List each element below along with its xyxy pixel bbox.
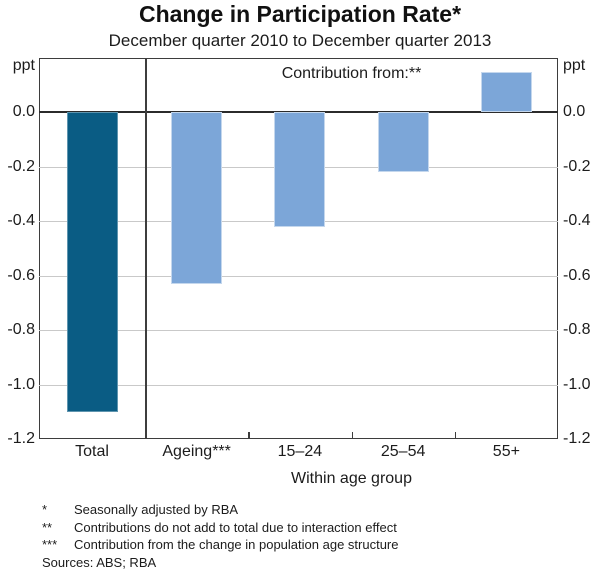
y-tick-label-left: -1.0 — [7, 375, 35, 393]
bar-55-plus — [481, 72, 532, 113]
y-tick-label-right: -0.4 — [563, 212, 591, 230]
sources-line — [42, 554, 398, 572]
y-tick-label-right: -1.0 — [563, 375, 591, 393]
bar-ageing — [171, 112, 222, 283]
y-tick-label-right: -0.2 — [563, 157, 591, 175]
footnote-marker: ** — [42, 519, 53, 535]
footnote-marker: *** — [42, 537, 58, 552]
x-category-label-25-54: 25–54 — [380, 443, 426, 460]
category-tick — [455, 432, 457, 439]
y-axis-unit-right: ppt — [563, 57, 586, 74]
chart-title: Change in Participation Rate* — [138, 1, 462, 27]
footnote-row — [42, 501, 398, 519]
footnote-row — [42, 536, 398, 554]
x-category-label-15-24: 15–24 — [277, 443, 323, 460]
section-divider — [145, 58, 147, 439]
y-tick-label-right: -1.2 — [563, 430, 591, 447]
sources-text: Sources: ABS; RBA — [42, 554, 157, 570]
y-tick-label-right: -0.6 — [563, 266, 591, 284]
footnote-text: Contribution from the change in population age structure — [74, 537, 399, 552]
footnote-text: Seasonally adjusted by RBA — [74, 502, 239, 517]
y-tick-label-left: -0.2 — [7, 157, 35, 175]
category-tick — [352, 432, 354, 439]
footnote-marker: * — [42, 502, 48, 517]
bar-25-54 — [378, 112, 429, 172]
footnote-row — [42, 519, 398, 537]
x-category-label-total: Total — [75, 443, 109, 460]
footnote-text: Contributions do not add to total due to interaction effect — [74, 519, 397, 535]
y-tick-label-left: -0.4 — [7, 212, 35, 230]
y-axis-unit-left: ppt — [12, 57, 35, 74]
x-category-label-55-plus: 55+ — [492, 443, 520, 460]
bar-total — [67, 112, 118, 411]
x-category-label-ageing: Ageing*** — [162, 443, 231, 460]
y-tick-label-left: -1.2 — [7, 430, 35, 447]
y-tick-label-left: -0.6 — [7, 266, 35, 284]
bar-15-24 — [274, 112, 325, 226]
contribution-annotation: Contribution from:** — [281, 65, 422, 82]
category-tick — [248, 432, 250, 439]
y-tick-label-left: -0.8 — [7, 321, 35, 339]
x-axis-group-label: Within age group — [291, 470, 412, 487]
chart-subtitle: December quarter 2010 to December quarter 2013 — [108, 31, 492, 50]
y-tick-label-left: 0.0 — [12, 103, 35, 121]
footnotes — [42, 501, 398, 571]
y-tick-label-right: -0.8 — [563, 321, 591, 339]
y-tick-label-right: 0.0 — [563, 103, 586, 121]
